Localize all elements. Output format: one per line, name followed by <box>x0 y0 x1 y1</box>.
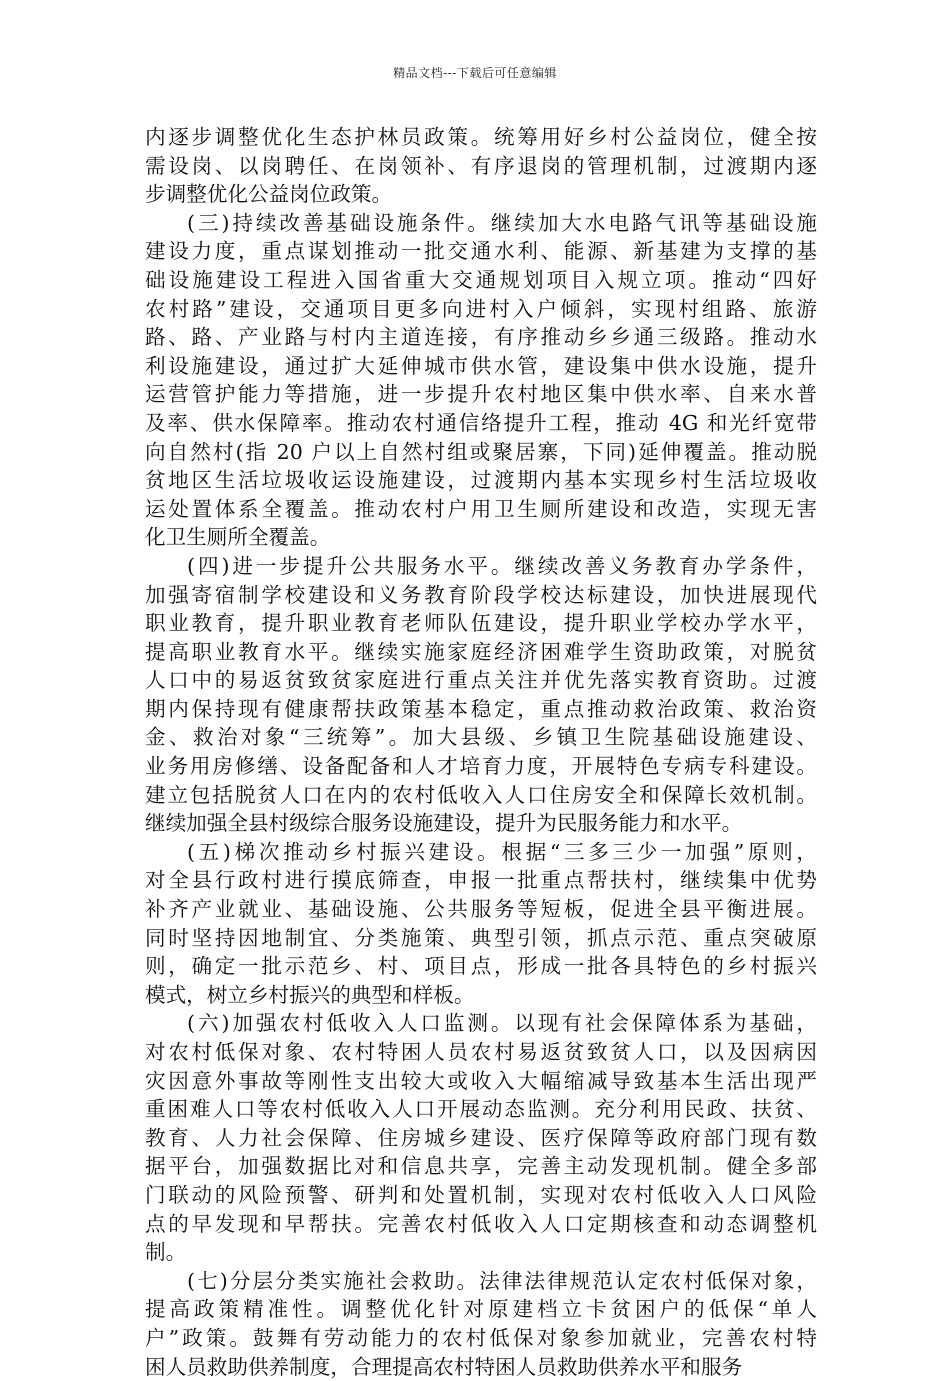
text-line: 职业教育，提升职业教育老师队伍建设，提升职业学校办学水平， <box>145 611 817 636</box>
text-line: 对农村低保对象、农村特困人员农村易返贫致贫人口，以及因病因 <box>145 1040 817 1064</box>
document-body <box>145 123 817 1381</box>
text-line: 提高职业教育水平。继续实施家庭经济困难学生资助政策，对脱贫 <box>145 639 817 664</box>
text-line: 点的早发现和早帮扶。完善农村低收入人口定期核查和动态调整机 <box>145 1211 817 1236</box>
text-line: 运处置体系全覆盖。推动农村户用卫生厕所建设和改造，实现无害 <box>145 496 817 521</box>
text-line: 同时坚持因地制宜、分类施策、典型引领，抓点示范、重点突破原 <box>145 925 817 950</box>
paragraph <box>145 552 817 838</box>
text-line: 门联动的风险预警、研判和处置机制，实现对农村低收入人口风险 <box>145 1182 817 1207</box>
paragraph <box>145 838 817 1010</box>
paragraph <box>145 123 817 209</box>
text-line: 路、路、产业路与村内主道连接，有序推动乡乡通三级路。推动水 <box>145 325 817 350</box>
paragraph <box>145 1267 817 1381</box>
text-line: 业务用房修缮、设备配备和人才培育力度，开展特色专病专科建设。 <box>145 754 817 779</box>
text-line: 补齐产业就业、基础设施、公共服务等短板，促进全县平衡进展。 <box>145 897 817 922</box>
text-line: 重困难人口等农村低收入人口开展动态监测。充分利用民政、扶贫、 <box>145 1097 817 1122</box>
text-line: 贫地区生活垃圾收运设施建设，过渡期内基本实现乡村生活垃圾收 <box>145 468 817 493</box>
text-line: 农村路”建设，交通项目更多向进村入户倾斜，实现村组路、旅游 <box>145 296 817 321</box>
text-line: 向自然村(指 20 户以上自然村组或聚居寨，下同)延伸覆盖。推动脱 <box>145 439 817 464</box>
text-line: 期内保持现有健康帮扶政策基本稳定，重点推动救治政策、救治资 <box>145 696 817 721</box>
paragraph <box>145 1009 817 1266</box>
text-line: 人口中的易返贫致贫家庭进行重点关注并优先落实教育资助。过渡 <box>145 668 817 693</box>
text-line: (五)梯次推动乡村振兴建设。根据“三多三少一加强”原则， <box>187 839 817 864</box>
page-header: 精品文档---下载后可任意编辑 <box>393 66 557 80</box>
text-line: 户”政策。鼓舞有劳动能力的农村低保对象参加就业，完善农村特 <box>145 1325 817 1350</box>
text-line: (四)进一步提升公共服务水平。继续改善义务教育办学条件， <box>187 553 817 578</box>
text-line: (三)持续改善基础设施条件。继续加大水电路气讯等基础设施 <box>187 210 817 235</box>
text-line: 困人员救助供养制度，合理提高农村特困人员救助供养水平和服务 <box>145 1354 743 1379</box>
paragraph <box>145 209 817 552</box>
text-line: 加强寄宿制学校建设和义务教育阶段学校达标建设，加快进展现代 <box>145 582 817 607</box>
text-line: 对全县行政村进行摸底筛查，申报一批重点帮扶村，继续集中优势 <box>145 868 817 893</box>
text-line: 及率、供水保障率。推动农村通信络提升工程，推动 4G 和光纤宽带 <box>145 410 817 435</box>
text-line: 继续加强全县村级综合服务设施建设，提升为民服务能力和水平。 <box>145 811 743 836</box>
text-line: 灾因意外事故等刚性支出较大或收入大幅缩减导致基本生活出现严 <box>145 1068 817 1093</box>
text-line: 模式，树立乡村振兴的典型和样板。 <box>145 982 475 1007</box>
text-line: 利设施建设，通过扩大延伸城市供水管，建设集中供水设施，提升 <box>145 353 817 378</box>
text-line: 教育、人力社会保障、住房城乡建设、医疗保障等政府部门现有数 <box>145 1125 817 1150</box>
text-line: 运营管护能力等措施，进一步提升农村地区集中供水率、自来水普 <box>145 382 817 407</box>
text-line: 需设岗、以岗聘任、在岗领补、有序退岗的管理机制，过渡期内逐 <box>145 153 817 178</box>
text-line: 提高政策精准性。调整优化针对原建档立卡贫困户的低保“单人 <box>145 1297 817 1322</box>
text-line: (七)分层分类实施社会救助。法律法律规范认定农村低保对象， <box>187 1268 817 1293</box>
text-line: 步调整优化公益岗位政策。 <box>145 182 393 207</box>
text-line: 建设力度，重点谋划推动一批交通水利、能源、新基建为支撑的基 <box>145 239 817 264</box>
text-line: 金、救治对象“三统筹”。加大县级、乡镇卫生院基础设施建设、 <box>145 725 817 750</box>
text-line: 内逐步调整优化生态护林员政策。统筹用好乡村公益岗位，健全按 <box>145 125 817 149</box>
text-line: (六)加强农村低收入人口监测。以现有社会保障体系为基础， <box>187 1011 817 1036</box>
text-line: 化卫生厕所全覆盖。 <box>145 525 331 550</box>
text-line: 则，确定一批示范乡、村、项目点，形成一批各具特色的乡村振兴 <box>145 954 817 979</box>
text-line: 据平台，加强数据比对和信息共享，完善主动发现机制。健全多部 <box>145 1154 817 1179</box>
text-line: 建立包括脱贫人口在内的农村低收入人口住房安全和保障长效机制。 <box>145 782 817 807</box>
text-line: 制。 <box>145 1240 187 1265</box>
text-line: 础设施建设工程进入国省重大交通规划项目入规立项。推动“四好 <box>145 267 817 292</box>
